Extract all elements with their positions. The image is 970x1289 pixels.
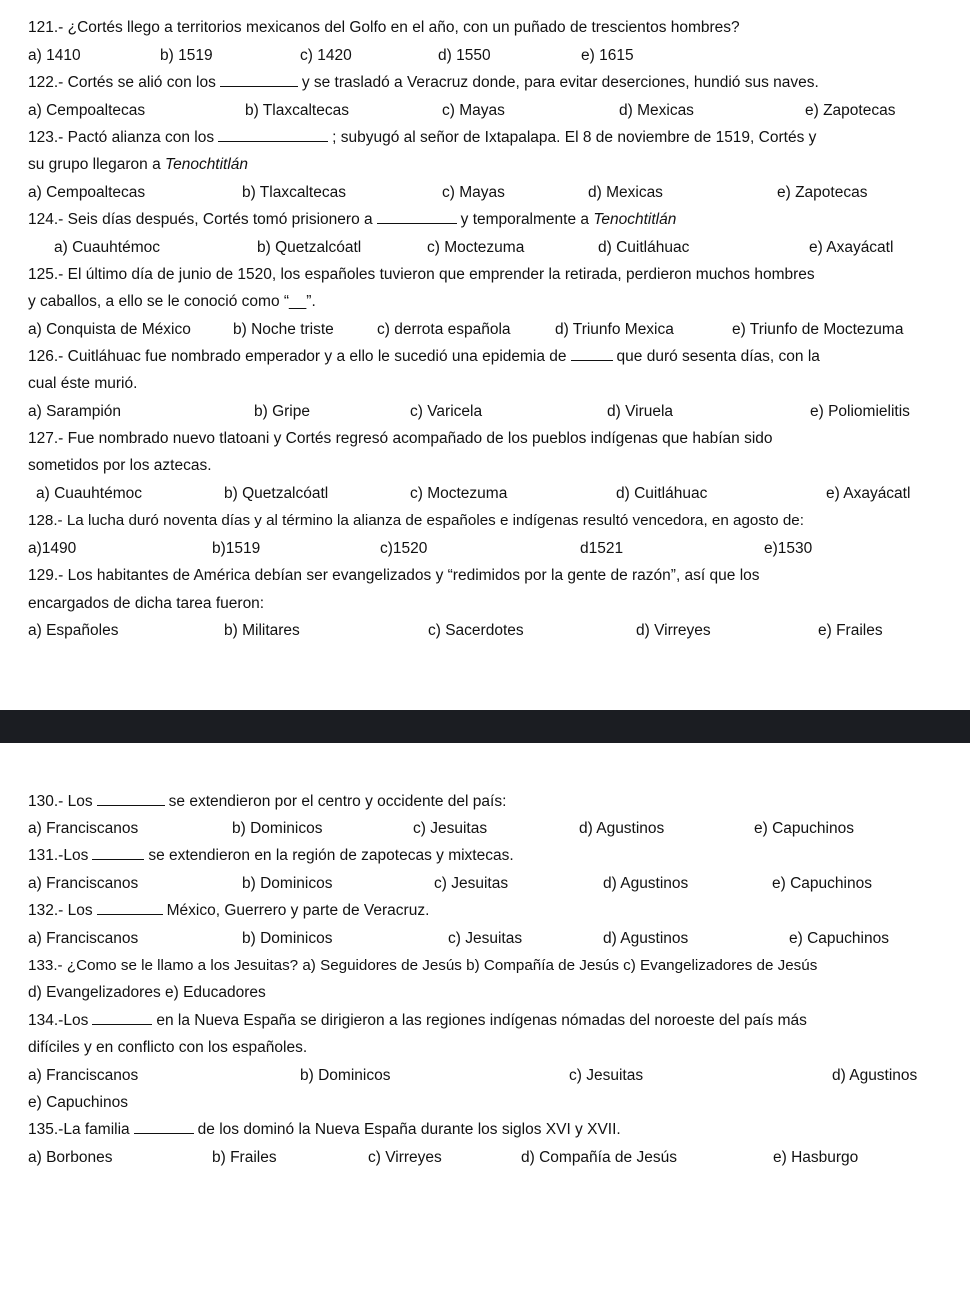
option-e[interactable]: e)1530: [764, 540, 813, 557]
option-b[interactable]: b) Dominicos: [242, 875, 333, 892]
answer-blank: [97, 913, 163, 915]
question-text: 124.- Seis días después, Cortés tomó prisionero a: [28, 211, 373, 228]
question-128: 128.- La lucha duró noventa días y al término la alianza de españoles e indígenas resultó vencedora, en agosto de:: [28, 512, 804, 529]
question-133: 133.- ¿Como se le llamo a los Jesuitas? a) Seguidores de Jesús b) Compañía de Jesús c) Evangelizadores de Jesús: [28, 957, 818, 974]
option-a[interactable]: a)1490: [28, 540, 77, 557]
option-a[interactable]: a) Franciscanos: [28, 875, 139, 892]
section-divider: [0, 710, 970, 743]
question-129-line2: encargados de dicha tarea fueron:: [28, 595, 265, 612]
question-text: 135.-La familia: [28, 1121, 130, 1138]
question-123: [28, 124, 932, 151]
question-125: 125.- El último día de junio de 1520, los españoles tuvieron que emprender la retirada, perdieron muchos hombres: [28, 266, 815, 283]
option-a[interactable]: a) Franciscanos: [28, 820, 139, 837]
options-130: [0, 815, 970, 842]
question-text: 126.- Cuitláhuac fue nombrado emperador y a ello le sucedió una epidemia de: [28, 348, 567, 365]
options-134-line2: [0, 1089, 970, 1116]
option-c[interactable]: c) Jesuitas: [569, 1067, 644, 1084]
question-135: [28, 1116, 932, 1143]
options-128: [0, 535, 970, 562]
option-e[interactable]: e) Poliomielitis: [810, 403, 910, 420]
option-c[interactable]: c) Jesuitas: [448, 930, 523, 947]
question-text: se extendieron en la región de zapotecas y mixtecas.: [148, 847, 514, 864]
question-text: en la Nueva España se dirigieron a las regiones indígenas nómadas del noroeste del país más: [156, 1012, 807, 1029]
option-e[interactable]: e) Axayácatl: [809, 239, 894, 256]
option-a[interactable]: a) Cempoaltecas: [28, 184, 146, 201]
option-d[interactable]: d) Cuitláhuac: [598, 239, 690, 256]
answer-blank: [377, 222, 457, 224]
question-text: 132.- Los: [28, 902, 93, 919]
option-e[interactable]: e) Hasburgo: [773, 1149, 859, 1166]
option-d[interactable]: d) Agustinos: [603, 930, 689, 947]
option-b[interactable]: b) Tlaxcaltecas: [245, 102, 349, 119]
option-c[interactable]: c) Moctezuma: [427, 239, 525, 256]
question-text: y se trasladó a Veracruz donde, para evitar deserciones, hundió sus naves.: [301, 74, 819, 91]
answer-blank: [218, 140, 328, 142]
question-text: 131.-Los: [28, 847, 89, 864]
option-a[interactable]: a) Cempoaltecas: [28, 102, 146, 119]
option-d[interactable]: d) Triunfo Mexica: [555, 321, 674, 338]
option-e[interactable]: e) Capuchinos: [772, 875, 872, 892]
option-c[interactable]: c) Jesuitas: [413, 820, 488, 837]
question-text: 122.- Cortés se alió con los: [28, 74, 216, 91]
answer-blank: [571, 359, 613, 361]
question-123-line2: [28, 151, 932, 178]
option-b[interactable]: b) Dominicos: [232, 820, 323, 837]
option-b[interactable]: b) Noche triste: [233, 321, 334, 338]
question-129: 129.- Los habitantes de América debían ser evangelizados y “redimidos por la gente de razón”, así que los: [28, 567, 760, 584]
question-122: [28, 69, 932, 96]
option-e[interactable]: e) Zapotecas: [805, 102, 896, 119]
option-b[interactable]: b) Quetzalcóatl: [257, 239, 362, 256]
options-122: [0, 97, 970, 124]
option-c[interactable]: c) Mayas: [442, 102, 505, 119]
option-d[interactable]: d) Virreyes: [636, 622, 711, 639]
option-a[interactable]: a) Sarampión: [28, 403, 122, 420]
question-134: [28, 1007, 932, 1034]
question-124: [28, 206, 932, 233]
option-e[interactable]: e) Capuchinos: [754, 820, 854, 837]
options-127: [0, 480, 970, 507]
answer-blank: [92, 1023, 152, 1025]
option-e[interactable]: e) Frailes: [818, 622, 883, 639]
option-d[interactable]: d) Agustinos: [579, 820, 665, 837]
option-a[interactable]: a) Conquista de México: [28, 321, 191, 338]
options-134: [0, 1062, 970, 1089]
question-126: [28, 343, 932, 370]
option-a[interactable]: a) Cuauhtémoc: [54, 239, 160, 256]
question-133-line2: d) Evangelizadores e) Educadores: [28, 984, 266, 1001]
option-d[interactable]: d) Mexicas: [588, 184, 663, 201]
option-a[interactable]: a) Franciscanos: [28, 1067, 139, 1084]
option-e[interactable]: e) Capuchinos: [789, 930, 889, 947]
options-123: [0, 179, 970, 206]
question-text: 134.-Los: [28, 1012, 89, 1029]
question-text: 130.- Los: [28, 793, 93, 810]
option-c[interactable]: c) 1420: [300, 47, 352, 64]
answer-blank: [97, 804, 165, 806]
question-125-line2: y caballos, a ello se le conoció como “__”.: [28, 293, 316, 310]
question-121: 121.- ¿Cortés llego a territorios mexicanos del Golfo en el año, con un puñado de trescientos hombres?: [28, 19, 740, 36]
question-126-line2: cual éste murió.: [28, 375, 138, 392]
option-b[interactable]: b) Frailes: [212, 1149, 277, 1166]
options-132: [0, 925, 970, 952]
option-d[interactable]: d) Cuitláhuac: [616, 485, 708, 502]
option-b[interactable]: b) Tlaxcaltecas: [242, 184, 346, 201]
option-c[interactable]: c) derrota española: [377, 321, 511, 338]
options-125: [0, 316, 970, 343]
question-text: y temporalmente a: [460, 211, 590, 228]
options-129: [0, 617, 970, 644]
option-b[interactable]: b) Militares: [224, 622, 300, 639]
answer-blank: [220, 85, 298, 87]
options-135: [0, 1144, 970, 1171]
option-b[interactable]: b) 1519: [160, 47, 213, 64]
question-text: que duró sesenta días, con la: [616, 348, 820, 365]
question-134-line2: difíciles y en conflicto con los españoles.: [28, 1039, 308, 1056]
option-c[interactable]: c) Mayas: [442, 184, 505, 201]
option-e[interactable]: e) 1615: [581, 47, 634, 64]
option-d[interactable]: d) Viruela: [607, 403, 674, 420]
option-a[interactable]: a) Franciscanos: [28, 930, 139, 947]
answer-blank: [92, 858, 144, 860]
question-text: 123.- Pactó alianza con los: [28, 129, 215, 146]
option-b[interactable]: b) Gripe: [254, 403, 310, 420]
option-c[interactable]: c)1520: [380, 540, 428, 557]
option-b[interactable]: b) Quetzalcóatl: [224, 485, 329, 502]
question-131: [28, 842, 932, 869]
option-b[interactable]: b) Dominicos: [300, 1067, 391, 1084]
option-b[interactable]: b)1519: [212, 540, 261, 557]
option-d[interactable]: d1521: [580, 540, 624, 557]
question-text: su grupo llegaron a: [28, 156, 161, 173]
question-text-italic: Tenochtitlán: [165, 156, 249, 173]
option-e[interactable]: e) Triunfo de Moctezuma: [732, 321, 904, 338]
answer-blank: [134, 1132, 194, 1134]
option-d[interactable]: d) 1550: [438, 47, 491, 64]
question-text: ; subyugó al señor de Ixtapalapa. El 8 de noviembre de 1519, Cortés y: [332, 129, 817, 146]
option-e[interactable]: e) Zapotecas: [777, 184, 868, 201]
question-132: [28, 897, 932, 924]
question-text-italic: Tenochtitlán: [593, 211, 677, 228]
option-d[interactable]: d) Agustinos: [832, 1067, 918, 1084]
option-a[interactable]: a) Españoles: [28, 622, 119, 639]
option-e[interactable]: e) Capuchinos: [28, 1094, 128, 1111]
question-130: [28, 788, 932, 815]
question-text: se extendieron por el centro y occidente del país:: [168, 793, 507, 810]
option-a[interactable]: a) Cuauhtémoc: [36, 485, 142, 502]
option-d[interactable]: d) Agustinos: [603, 875, 689, 892]
options-121: [0, 42, 970, 69]
option-c[interactable]: c) Moctezuma: [410, 485, 508, 502]
option-c[interactable]: c) Jesuitas: [434, 875, 509, 892]
options-131: [0, 870, 970, 897]
option-c[interactable]: c) Virreyes: [368, 1149, 442, 1166]
options-124: [0, 234, 970, 261]
question-127: 127.- Fue nombrado nuevo tlatoani y Cortés regresó acompañado de los pueblos indígenas que habían sido: [28, 430, 773, 447]
option-a[interactable]: a) 1410: [28, 47, 81, 64]
option-d[interactable]: d) Compañía de Jesús: [521, 1149, 677, 1166]
options-126: [0, 398, 970, 425]
option-b[interactable]: b) Dominicos: [242, 930, 333, 947]
option-e[interactable]: e) Axayácatl: [826, 485, 911, 502]
option-c[interactable]: c) Sacerdotes: [428, 622, 524, 639]
question-127-line2: sometidos por los aztecas.: [28, 457, 212, 474]
question-text: México, Guerrero y parte de Veracruz.: [166, 902, 430, 919]
option-c[interactable]: c) Varicela: [410, 403, 483, 420]
question-text: de los dominó la Nueva España durante los siglos XVI y XVII.: [197, 1121, 621, 1138]
option-d[interactable]: d) Mexicas: [619, 102, 694, 119]
option-a[interactable]: a) Borbones: [28, 1149, 113, 1166]
